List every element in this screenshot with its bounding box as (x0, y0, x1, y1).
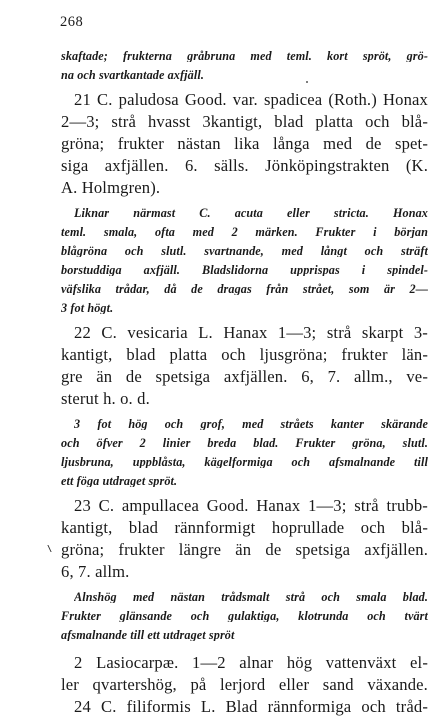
text-line: 3 fot hög och grof, med stråets kanter skärande (74, 418, 428, 431)
page-number: 268 (60, 14, 84, 30)
text-line: blågröna och slutl. svartnande, med långt och sträft (61, 245, 428, 258)
text-line: 3 fot högt. (61, 302, 114, 315)
print-speck (306, 81, 308, 83)
text-line: och öfver 2 linier breda blad. Frukter gröna, slutl. (61, 437, 428, 450)
text-line: skaftade; frukterna gråbruna med teml. kort spröt, grö- (61, 50, 428, 63)
text-line: gröna; frukter längre än de spetsiga axfjällen. (61, 542, 428, 559)
text-line: borstuddiga axfjäll. Bladslidorna upprispas i spindel- (61, 264, 428, 277)
text-line: 6, 7. allm. (61, 564, 130, 581)
entry-heading: 21 C. paludosa Good. var. spadicea (Roth.) Honax (74, 92, 428, 109)
text-line: gröna; frukter nästan lika långa med de spet- (61, 136, 428, 153)
text-line: gre än de spetsiga axfjällen. 6, 7. allm., ve- (61, 369, 428, 386)
text-line: Liknar närmast C. acuta eller stricta. Honax (74, 207, 428, 220)
text-line: ler qvartershög, på lerjord eller sand växande. (61, 677, 428, 694)
text-line: väfslika trådar, då de dragas från strået, som är 2— (61, 283, 428, 296)
text-line: kantigt, blad rännformigt hoprullade och blå- (61, 520, 428, 537)
print-mark (47, 545, 55, 552)
text-line: teml. smala, ofta med 2 märken. Frukter i början (61, 226, 428, 239)
entry-heading: 24 C. filiformis L. Blad rännformiga och tråd- (74, 699, 428, 716)
text-line: Alnshög med nästan trådsmalt strå och smala blad. (74, 591, 428, 604)
text-line: Frukter glänsande och gulaktiga, klotrunda och tvärt (61, 610, 428, 623)
text-line: siga axfjällen. 6. sälls. Jönköpingstrakten (K. (61, 158, 428, 175)
text-line: 2—3; strå hvasst 3kantigt, blad platta och blå- (61, 114, 428, 131)
section-heading: 2 Lasiocarpæ. 1—2 alnar hög vattenväxt el- (74, 655, 428, 672)
text-line: afsmalnande till ett utdraget spröt (61, 629, 235, 642)
text-line: sterut h. o. d. (61, 391, 150, 408)
text-line: ett föga utdraget spröt. (61, 475, 178, 488)
entry-heading: 22 C. vesicaria L. Hanax 1—3; strå skarpt 3- (74, 325, 428, 342)
text-line: A. Holmgren). (61, 180, 161, 197)
text-line: kantigt, blad platta och ljusgröna; frukter län- (61, 347, 428, 364)
text-line: na och svartkantade axfjäll. (61, 69, 204, 82)
entry-heading: 23 C. ampullacea Good. Hanax 1—3; strå trubb- (74, 498, 428, 515)
text-line: ljusbruna, uppblåsta, kägelformiga och afsmalnande till (61, 456, 428, 469)
